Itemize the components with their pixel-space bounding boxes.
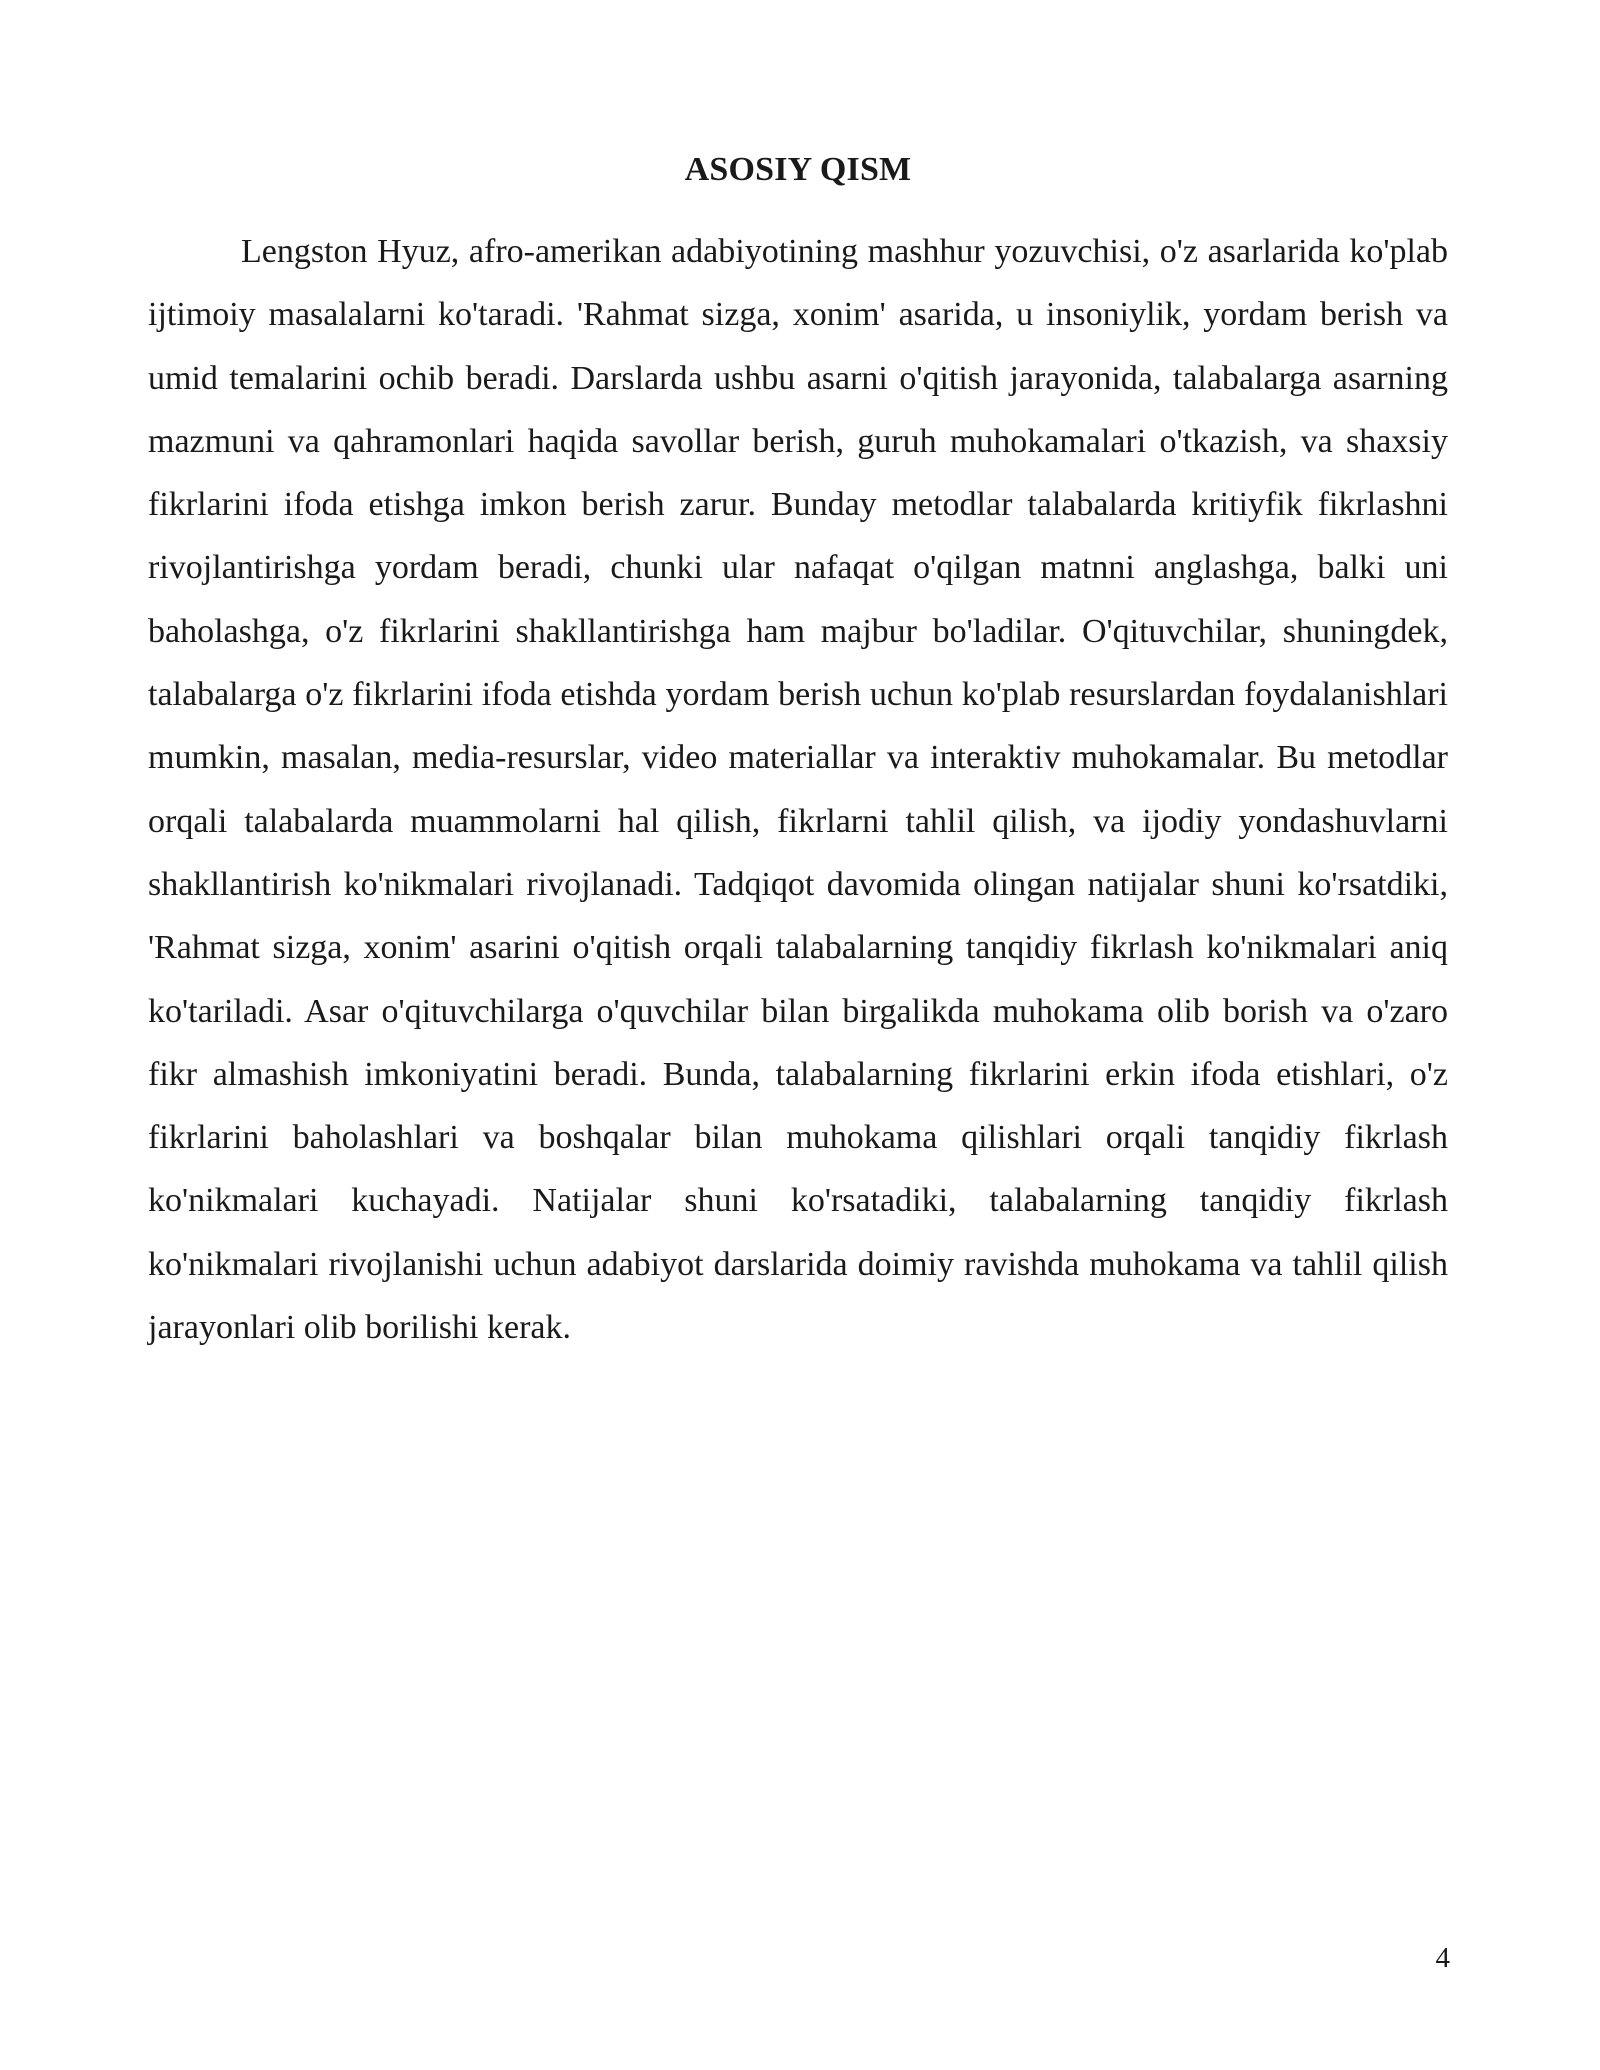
body-paragraph: Lengston Hyuz, afro-amerikan adabiyotining mashhur yozuvchisi, o'z asarlarida ko'plab ijtimoiy masalalarni ko'taradi. 'Rahmat sizga, xonim' asarida, u insoniylik, yordam berish va umid temalarini ochib beradi. Darslarda ushbu asarni o'qitish jarayonida, talabalarga asarning mazmuni va qahramonlari haqida savollar berish, guruh muhokamalari o'tkazish, va shaxsiy fikrlarini ifoda etishga imkon berish zarur. Bunday metodlar talabalarda kritiyfik fikrlashni rivojlantirishga yordam beradi, chunki ular nafaqat o'qilgan matnni anglashga, balki uni baholashga, o'z fikrlarini shakllantirishga ham majbur bo'ladilar. O'qituvchilar, shuningdek, talabalarga o'z fikrlarini ifoda etishda yordam berish uchun ko'plab resurslardan foydalanishlari mumkin, masalan, media-resurslar, video materiallar va interaktiv muhokamalar. Bu metodlar orqali talabalarda muammolarni hal qilish, fikrlarni tahlil qilish, va ijodiy yondashuvlarni shakllantirish ko'nikmalari rivojlanadi. Tadqiqot davomida olingan natijalar shuni ko'rsatdiki, 'Rahmat sizga, xonim' asarini o'qitish orqali talabalarning tanqidiy fikrlash ko'nikmalari aniq ko'tariladi. Asar o'qituvchilarga o'quvchilar bilan birgalikda muhokama olib borish va o'zaro fikr almashish imkoniyatini beradi. Bunda, talabalarning fikrlarini erkin ifoda etishlari, o'z fikrlarini baholashlari va boshqalar bilan muhokama qilishlari orqali tanqidiy fikrlash ko'nikmalari kuchayadi. Natijalar shuni ko'rsatadiki, talabalarning tanqidiy fikrlash ko'nikmalari rivojlanishi uchun adabiyot darslarida doimiy ravishda muhokama va tahlil qilish jarayonlari olib borilishi kerak. <box>148 233 1448 1347</box>
page-number: 4 <box>1435 1942 1450 1974</box>
section-heading: ASOSIY QISM <box>684 151 912 188</box>
